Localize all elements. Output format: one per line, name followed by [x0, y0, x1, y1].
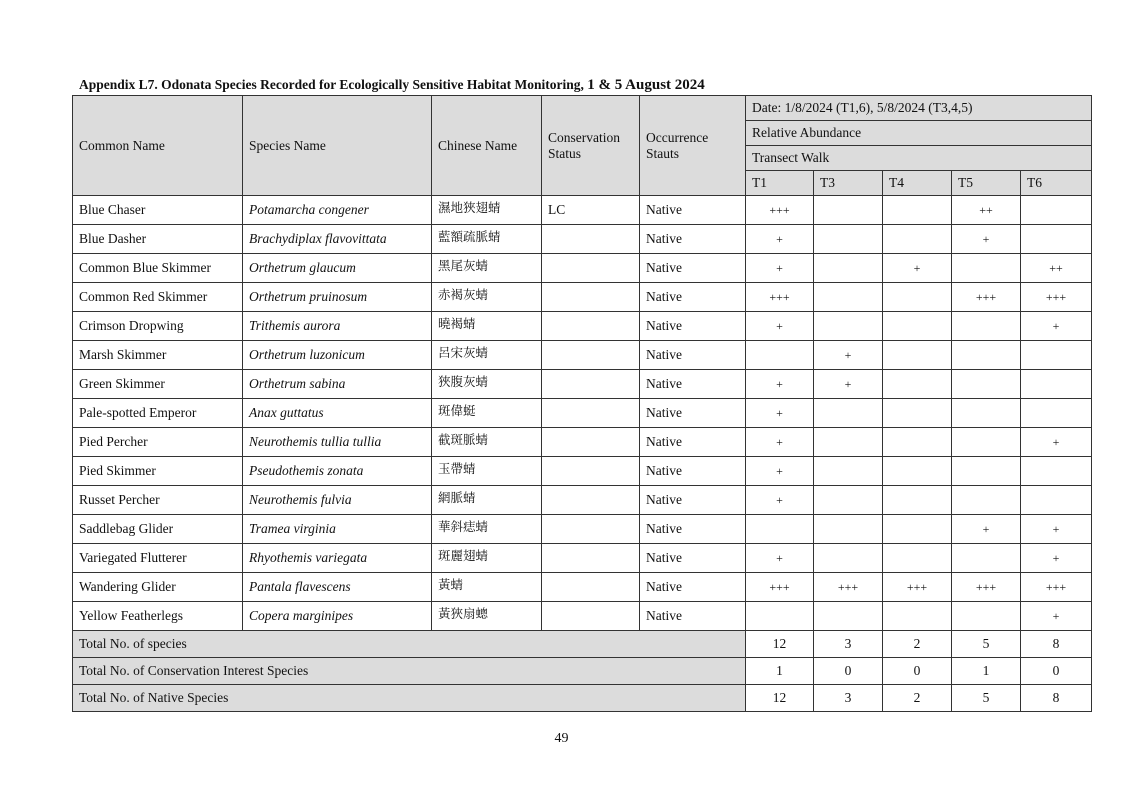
abundance-t4-cell	[883, 544, 952, 573]
abundance-t4-cell	[883, 225, 952, 254]
abundance-t3-cell	[814, 312, 883, 341]
header-chinese-name: Chinese Name	[432, 96, 542, 196]
abundance-t1-cell: +	[746, 486, 814, 515]
occurrence-status-cell: Native	[640, 312, 746, 341]
table-title-main: Appendix L7. Odonata Species Recorded for Ecologically Sensitive Habitat Monitoring,	[79, 77, 588, 92]
conservation-status-cell	[542, 399, 640, 428]
chinese-name-cell: 狹腹灰蜻	[432, 370, 542, 399]
occurrence-status-cell: Native	[640, 254, 746, 283]
chinese-name-cell: 網脈蜻	[432, 486, 542, 515]
table-title	[79, 77, 1099, 94]
abundance-t4-cell: +++	[883, 573, 952, 602]
species-name-cell: Anax guttatus	[243, 399, 432, 428]
chinese-name-cell: 赤褐灰蜻	[432, 283, 542, 312]
abundance-t3-cell	[814, 515, 883, 544]
common-name-cell: Crimson Dropwing	[73, 312, 243, 341]
total-t5-cell: 1	[952, 658, 1021, 685]
conservation-status-cell	[542, 254, 640, 283]
common-name-cell: Blue Dasher	[73, 225, 243, 254]
chinese-name-cell: 黃狹扇蟌	[432, 602, 542, 631]
abundance-t4-cell	[883, 486, 952, 515]
abundance-t3-cell	[814, 428, 883, 457]
totals-row	[73, 631, 1092, 658]
chinese-name-cell: 截斑脈蜻	[432, 428, 542, 457]
occurrence-status-cell: Native	[640, 283, 746, 312]
table-row	[73, 428, 1092, 457]
abundance-t5-cell	[952, 341, 1021, 370]
species-name-cell: Pantala flavescens	[243, 573, 432, 602]
conservation-status-cell	[542, 544, 640, 573]
abundance-t1-cell	[746, 341, 814, 370]
species-name-cell: Potamarcha congener	[243, 196, 432, 225]
abundance-t1-cell: +	[746, 312, 814, 341]
header-transect-t3: T3	[814, 171, 883, 196]
abundance-t1-cell: +	[746, 370, 814, 399]
conservation-status-cell	[542, 225, 640, 254]
abundance-t6-cell: +++	[1021, 573, 1092, 602]
common-name-cell: Blue Chaser	[73, 196, 243, 225]
abundance-t3-cell	[814, 399, 883, 428]
abundance-t6-cell	[1021, 457, 1092, 486]
table-row	[73, 370, 1092, 399]
abundance-t3-cell: +	[814, 370, 883, 399]
total-t1-cell: 12	[746, 631, 814, 658]
abundance-t5-cell	[952, 428, 1021, 457]
header-transect-t1: T1	[746, 171, 814, 196]
abundance-t3-cell	[814, 602, 883, 631]
abundance-t6-cell	[1021, 196, 1092, 225]
species-table	[72, 95, 1092, 712]
total-t3-cell: 3	[814, 631, 883, 658]
occurrence-status-cell: Native	[640, 486, 746, 515]
abundance-t6-cell	[1021, 486, 1092, 515]
conservation-status-cell	[542, 283, 640, 312]
common-name-cell: Pale-spotted Emperor	[73, 399, 243, 428]
header-occurrence-status: Occurrence Stauts	[640, 96, 746, 196]
abundance-t6-cell	[1021, 370, 1092, 399]
abundance-t6-cell	[1021, 399, 1092, 428]
chinese-name-cell: 斑麗翅蜻	[432, 544, 542, 573]
abundance-t6-cell: +	[1021, 544, 1092, 573]
chinese-name-cell: 呂宋灰蜻	[432, 341, 542, 370]
species-name-cell: Copera marginipes	[243, 602, 432, 631]
conservation-status-cell	[542, 602, 640, 631]
totals-label: Total No. of species	[73, 631, 746, 658]
abundance-t5-cell: +	[952, 515, 1021, 544]
abundance-t3-cell	[814, 283, 883, 312]
total-t4-cell: 2	[883, 631, 952, 658]
table-row	[73, 312, 1092, 341]
table-row	[73, 254, 1092, 283]
table-row	[73, 225, 1092, 254]
abundance-t1-cell: +	[746, 428, 814, 457]
occurrence-status-cell: Native	[640, 515, 746, 544]
total-t5-cell: 5	[952, 685, 1021, 712]
common-name-cell: Common Red Skimmer	[73, 283, 243, 312]
abundance-t1-cell: +++	[746, 283, 814, 312]
abundance-t3-cell	[814, 225, 883, 254]
abundance-t1-cell: +	[746, 544, 814, 573]
species-name-cell: Orthetrum luzonicum	[243, 341, 432, 370]
abundance-t6-cell: +	[1021, 312, 1092, 341]
conservation-status-cell	[542, 486, 640, 515]
abundance-t4-cell	[883, 312, 952, 341]
abundance-t5-cell: +	[952, 225, 1021, 254]
species-name-cell: Rhyothemis variegata	[243, 544, 432, 573]
occurrence-status-cell: Native	[640, 196, 746, 225]
conservation-status-cell	[542, 341, 640, 370]
header-transect-t4: T4	[883, 171, 952, 196]
chinese-name-cell: 濕地狹翅蜻	[432, 196, 542, 225]
abundance-t5-cell	[952, 544, 1021, 573]
header-transect-t5: T5	[952, 171, 1021, 196]
total-t6-cell: 8	[1021, 631, 1092, 658]
table-row	[73, 283, 1092, 312]
abundance-t3-cell	[814, 254, 883, 283]
abundance-t4-cell	[883, 457, 952, 486]
abundance-t5-cell: +++	[952, 573, 1021, 602]
totals-label: Total No. of Native Species	[73, 685, 746, 712]
header-date: Date: 1/8/2024 (T1,6), 5/8/2024 (T3,4,5)	[746, 96, 1092, 121]
total-t3-cell: 0	[814, 658, 883, 685]
totals-label: Total No. of Conservation Interest Species	[73, 658, 746, 685]
chinese-name-cell: 黃蜻	[432, 573, 542, 602]
page-number: 49	[554, 731, 569, 746]
chinese-name-cell: 斑偉蜓	[432, 399, 542, 428]
abundance-t5-cell	[952, 457, 1021, 486]
abundance-t4-cell	[883, 370, 952, 399]
abundance-t4-cell	[883, 399, 952, 428]
abundance-t5-cell	[952, 486, 1021, 515]
common-name-cell: Variegated Flutterer	[73, 544, 243, 573]
table-title-date: 1 & 5 August 2024	[587, 77, 705, 93]
table-row	[73, 196, 1092, 225]
total-t1-cell: 12	[746, 685, 814, 712]
total-t3-cell: 3	[814, 685, 883, 712]
common-name-cell: Wandering Glider	[73, 573, 243, 602]
abundance-t4-cell	[883, 515, 952, 544]
chinese-name-cell: 黑尾灰蜻	[432, 254, 542, 283]
common-name-cell: Saddlebag Glider	[73, 515, 243, 544]
abundance-t1-cell: +++	[746, 573, 814, 602]
occurrence-status-cell: Native	[640, 225, 746, 254]
abundance-t4-cell	[883, 428, 952, 457]
abundance-t5-cell	[952, 399, 1021, 428]
species-name-cell: Neurothemis tullia tullia	[243, 428, 432, 457]
common-name-cell: Pied Percher	[73, 428, 243, 457]
occurrence-status-cell: Native	[640, 341, 746, 370]
occurrence-status-cell: Native	[640, 573, 746, 602]
header-common-name: Common Name	[73, 96, 243, 196]
header-conservation-status: Conservation Status	[542, 96, 640, 196]
conservation-status-cell	[542, 428, 640, 457]
abundance-t3-cell	[814, 486, 883, 515]
chinese-name-cell: 曉褐蜻	[432, 312, 542, 341]
abundance-t3-cell	[814, 457, 883, 486]
species-name-cell: Orthetrum sabina	[243, 370, 432, 399]
species-name-cell: Brachydiplax flavovittata	[243, 225, 432, 254]
species-name-cell: Tramea virginia	[243, 515, 432, 544]
conservation-status-cell	[542, 370, 640, 399]
header-transect-walk: Transect Walk	[746, 146, 1092, 171]
abundance-t1-cell: +++	[746, 196, 814, 225]
abundance-t5-cell: +++	[952, 283, 1021, 312]
common-name-cell: Common Blue Skimmer	[73, 254, 243, 283]
abundance-t5-cell	[952, 312, 1021, 341]
abundance-t3-cell: +++	[814, 573, 883, 602]
total-t6-cell: 8	[1021, 685, 1092, 712]
abundance-t6-cell: ++	[1021, 254, 1092, 283]
species-name-cell: Pseudothemis zonata	[243, 457, 432, 486]
table-row	[73, 573, 1092, 602]
abundance-t5-cell	[952, 602, 1021, 631]
species-name-cell: Orthetrum glaucum	[243, 254, 432, 283]
total-t4-cell: 2	[883, 685, 952, 712]
abundance-t6-cell: +	[1021, 428, 1092, 457]
header-transect-t6: T6	[1021, 171, 1092, 196]
totals-row	[73, 658, 1092, 685]
abundance-t4-cell	[883, 196, 952, 225]
occurrence-status-cell: Native	[640, 370, 746, 399]
conservation-status-cell	[542, 515, 640, 544]
common-name-cell: Yellow Featherlegs	[73, 602, 243, 631]
abundance-t5-cell	[952, 370, 1021, 399]
total-t6-cell: 0	[1021, 658, 1092, 685]
table-row	[73, 515, 1092, 544]
abundance-t3-cell: +	[814, 341, 883, 370]
table-row	[73, 457, 1092, 486]
conservation-status-cell	[542, 573, 640, 602]
abundance-t6-cell: +++	[1021, 283, 1092, 312]
total-t5-cell: 5	[952, 631, 1021, 658]
occurrence-status-cell: Native	[640, 399, 746, 428]
abundance-t6-cell: +	[1021, 602, 1092, 631]
abundance-t1-cell: +	[746, 225, 814, 254]
common-name-cell: Green Skimmer	[73, 370, 243, 399]
table-row	[73, 486, 1092, 515]
abundance-t6-cell	[1021, 341, 1092, 370]
totals-row	[73, 685, 1092, 712]
table-row	[73, 399, 1092, 428]
occurrence-status-cell: Native	[640, 602, 746, 631]
abundance-t1-cell: +	[746, 457, 814, 486]
abundance-t6-cell	[1021, 225, 1092, 254]
header-relative-abundance: Relative Abundance	[746, 121, 1092, 146]
common-name-cell: Russet Percher	[73, 486, 243, 515]
header-species-name: Species Name	[243, 96, 432, 196]
total-t1-cell: 1	[746, 658, 814, 685]
occurrence-status-cell: Native	[640, 544, 746, 573]
abundance-t4-cell	[883, 602, 952, 631]
species-name-cell: Trithemis aurora	[243, 312, 432, 341]
table-row	[73, 602, 1092, 631]
species-name-cell: Neurothemis fulvia	[243, 486, 432, 515]
conservation-status-cell	[542, 457, 640, 486]
abundance-t1-cell	[746, 602, 814, 631]
occurrence-status-cell: Native	[640, 457, 746, 486]
common-name-cell: Pied Skimmer	[73, 457, 243, 486]
abundance-t1-cell	[746, 515, 814, 544]
abundance-t1-cell: +	[746, 399, 814, 428]
abundance-t3-cell	[814, 544, 883, 573]
occurrence-status-cell: Native	[640, 428, 746, 457]
abundance-t4-cell	[883, 283, 952, 312]
table-row	[73, 544, 1092, 573]
abundance-t4-cell	[883, 341, 952, 370]
abundance-t4-cell: +	[883, 254, 952, 283]
abundance-t5-cell: ++	[952, 196, 1021, 225]
conservation-status-cell: LC	[542, 196, 640, 225]
abundance-t3-cell	[814, 196, 883, 225]
common-name-cell: Marsh Skimmer	[73, 341, 243, 370]
abundance-t6-cell: +	[1021, 515, 1092, 544]
chinese-name-cell: 玉帶蜻	[432, 457, 542, 486]
chinese-name-cell: 藍額疏脈蜻	[432, 225, 542, 254]
table-row	[73, 341, 1092, 370]
chinese-name-cell: 華斜痣蜻	[432, 515, 542, 544]
conservation-status-cell	[542, 312, 640, 341]
total-t4-cell: 0	[883, 658, 952, 685]
species-name-cell: Orthetrum pruinosum	[243, 283, 432, 312]
abundance-t5-cell	[952, 254, 1021, 283]
abundance-t1-cell: +	[746, 254, 814, 283]
